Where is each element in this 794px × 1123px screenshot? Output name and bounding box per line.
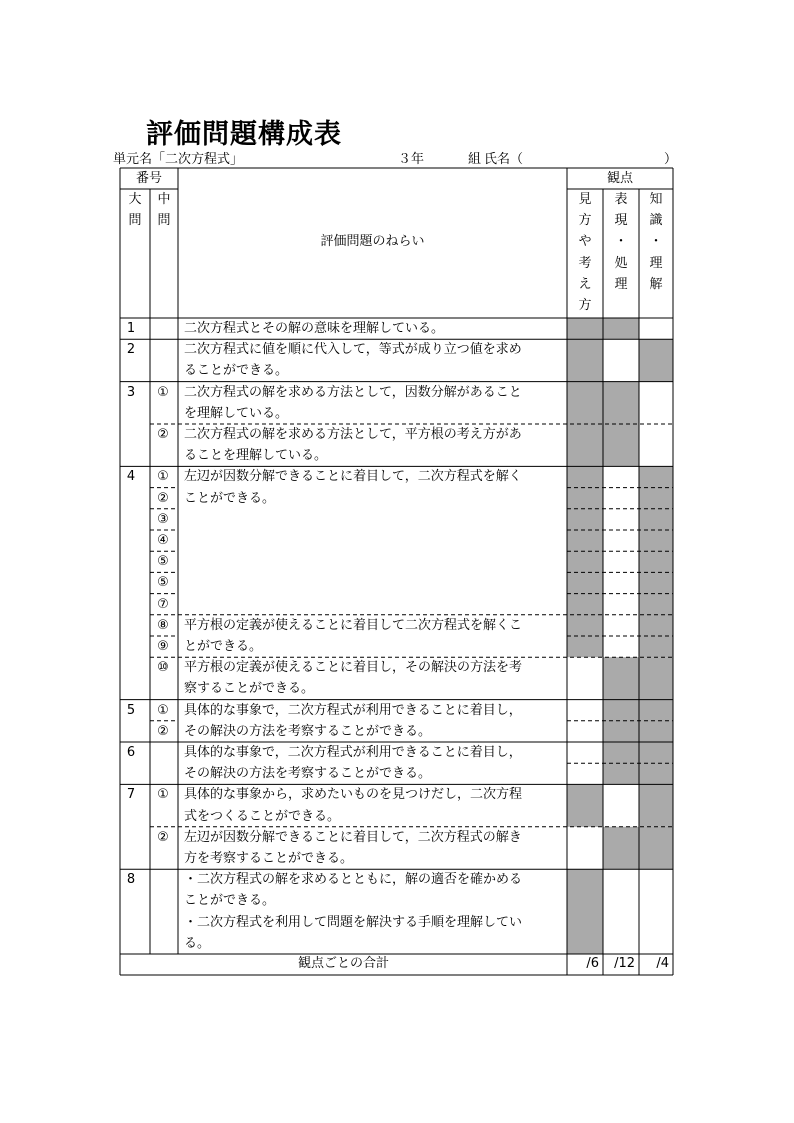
aim-text-line: ことができる。 [184,490,276,506]
middle-question-number: ② [157,427,169,442]
middle-question-number: ① [157,702,169,718]
shaded-cell [567,784,603,826]
shaded-cell [639,339,673,381]
aim-text-line: ることを理解している。 [184,448,328,464]
aim-text-line: 方を考察することができる。 [184,851,354,866]
viewpoint-column-header-char: 解 [649,276,663,292]
total-label: 観点ごとの合計 [297,956,389,971]
large-question-header [120,189,150,231]
middle-question-header-char: 問 [157,213,171,229]
shaded-cell [603,827,639,869]
aim-text-line: 二次方程式の解を求める方法として，平方根の考え方があ [184,427,522,442]
middle-question-number: ③ [157,511,169,527]
large-question-number: 8 [126,872,136,888]
middle-question-number: ⑨ [157,639,169,654]
aim-text-line: ・二次方程式の解を求めるとともに，解の適否を確かめる [184,872,523,888]
large-question-header-char: 問 [128,213,142,229]
aim-text-line: 察することができる。 [184,681,315,697]
middle-question-number: ④ [157,533,169,548]
viewpoint-column-header [603,189,639,295]
viewpoint-column-header-char: 理 [649,255,663,271]
shaded-cell [603,657,639,699]
large-question-number: 7 [126,787,136,803]
aim-text-line: 二次方程式の解を求める方法として，因数分解があること [184,384,522,400]
middle-question-number: ⑩ [157,660,169,676]
middle-question-number: ② [157,490,169,506]
viewpoint-column-header [567,189,603,316]
middle-question-header-char: 中 [157,192,171,207]
middle-question-header [150,189,178,231]
total-value: /12 [614,956,635,971]
viewpoint-column-header-char: 現 [614,213,628,229]
aim-text-line: ことができる。 [184,893,276,909]
viewpoint-column-header-char: 理 [614,276,628,292]
viewpoint-column-header-char: ・ [649,234,663,250]
name-close: ） [664,152,678,167]
viewpoint-column-header-char: 表 [614,192,628,207]
middle-question-number: ② [157,723,169,739]
unit-name: 単元名「二次方程式」 [113,152,244,167]
viewpoint-column-header-char: 処 [614,255,628,271]
aim-text-line: ることができる。 [184,363,289,379]
large-question-number: 2 [126,342,136,358]
aim-text-line: その解決の方法を考察することができる。 [184,766,432,782]
large-question-number: 3 [126,384,136,400]
name-label: 氏名（ [484,152,524,167]
viewpoint-column-header-char: 知 [649,192,663,207]
total-value: /6 [586,956,599,971]
total-value: /4 [656,956,669,971]
viewpoint-column-header-char: え [578,276,592,292]
shaded-cell [567,466,603,657]
viewpoint-column-header-char: 方 [578,213,592,229]
middle-question-number: ① [157,469,169,485]
aim-text-line: 平方根の定義が使えることに着目して二次方程式を解くこ [184,617,523,633]
aim-text-line: ・二次方程式を利用して問題を解決する手順を理解してい [184,914,523,930]
aim-text-line: とができる。 [184,639,263,654]
aim-text-line: 平方根の定義が使えることに着目し，その解決の方法を考 [184,660,523,676]
aim-header: 評価問題のねらい [320,234,425,249]
shaded-cell [639,466,673,657]
large-question-number: 6 [126,745,136,760]
aim-text-line: 二次方程式とその解の意味を理解している。 [184,321,445,336]
aim-text-line: 式をつくることができる。 [184,808,341,824]
viewpoint-column-header-char: 方 [578,298,592,314]
large-question-number: 5 [126,702,136,718]
viewpoint-column-header [639,189,673,295]
middle-question-number: ⑤ [157,575,169,591]
middle-question-number: ② [157,829,169,845]
shaded-cell [567,869,603,954]
number-header: 番号 [135,171,162,186]
aim-text-line: 二次方程式に値を順に代入して，等式が成り立つ値を求め [184,342,522,358]
page-title: 評価問題構成表 [146,119,342,150]
large-question-number: 4 [126,469,136,485]
viewpoint-column-header-char: ・ [614,234,628,250]
middle-question-number: ⑤ [157,554,169,570]
large-question-header-char: 大 [128,192,142,207]
aim-text-line: 具体的な事象で，二次方程式が利用できることに着目し， [184,745,522,760]
aim-text-line: 具体的な事象で，二次方程式が利用できることに着目し， [184,702,522,718]
aim-text-line: その解決の方法を考察することができる。 [184,723,432,739]
middle-question-number: ① [157,787,169,803]
middle-question-number: ⑧ [157,617,169,633]
viewpoint-column-header-char: 考 [578,255,592,271]
viewpoint-column-header-char: 見 [578,192,592,207]
middle-question-number: ⑦ [157,596,169,612]
viewpoint-header: 観点 [606,171,633,186]
grade-label: ３年 [398,152,425,167]
aim-text-line: 左辺が因数分解できることに着目して，二次方程式を解く [184,469,522,485]
aim-text-line: を理解している。 [184,405,289,421]
shaded-cell [567,339,603,381]
shaded-cell [639,827,673,869]
aim-text-line: る。 [184,935,211,951]
large-question-number: 1 [126,321,136,336]
viewpoint-column-header-char: や [578,234,592,250]
viewpoint-column-header-char: 識 [649,213,663,229]
class-label: 組 [468,152,482,167]
middle-question-number: ① [157,384,169,400]
shaded-cell [603,318,639,339]
shaded-cell [639,784,673,826]
shaded-cell [639,657,673,699]
aim-text-line: 具体的な事象から，求めたいものを見つけだし，二次方程 [184,787,523,803]
aim-text-line: 左辺が因数分解できることに着目して，二次方程式の解き [184,829,522,845]
shaded-cell [567,318,603,339]
